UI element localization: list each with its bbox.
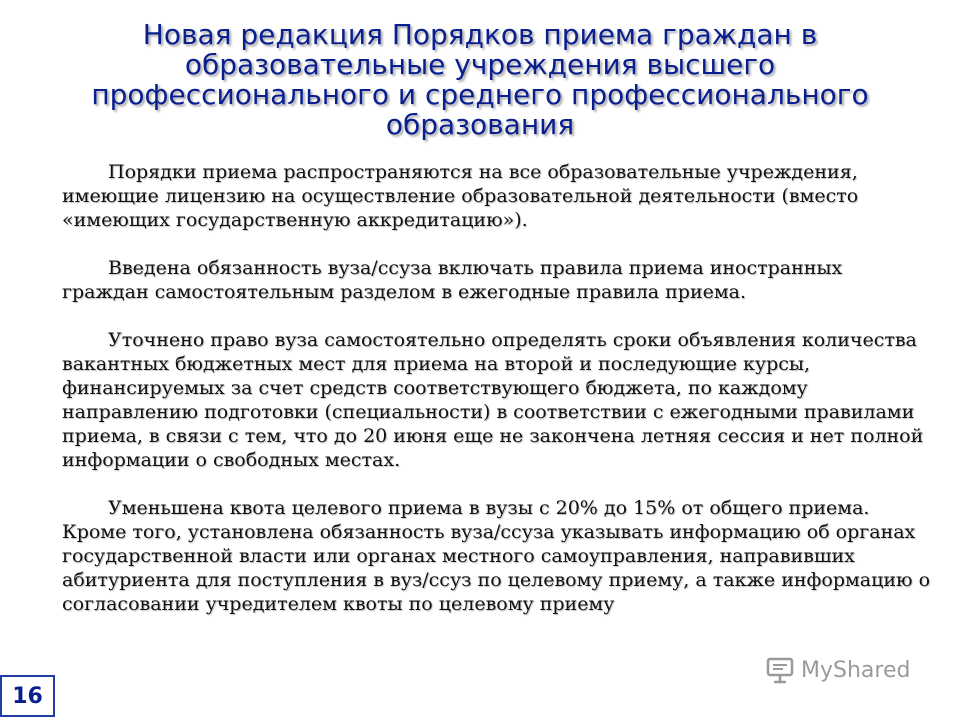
presentation-board-icon bbox=[765, 656, 795, 684]
slide-number-badge: 16 bbox=[0, 675, 55, 717]
watermark-text: MyShared bbox=[801, 657, 911, 683]
paragraph: Уточнено право вуза самостоятельно определять сроки объявления количества вакантных бюджетных мест для приема на второй и последующие курсы, финансируемых за счет средств соответствующего бюджета, по каждому направлению подготовки (специальности) в соответствии с ежегодными правилами приема, в связи с тем, что до 20 июня еще не закончена летняя сессия и нет полной информации о свободных местах. bbox=[62, 329, 924, 471]
watermark bbox=[765, 656, 910, 684]
paragraph: Уменьшена квота целевого приема в вузы с 20% до 15% от общего приема. Кроме того, установлена обязанность вуза/ссуза указывать информацию об органах государственной власти или органах местного самоуправления, направивших абитуриента для поступления в вуз/ссуз по целевому приему, а также информацию о согласовании учредителем квоты по целевому приему bbox=[62, 497, 931, 615]
slide-body bbox=[62, 160, 932, 640]
paragraph: Порядки приема распространяются на все образовательные учреждения, имеющие лицензию на осуществление образовательной деятельности (вместо «имеющих государственную аккредитацию»). bbox=[62, 161, 859, 231]
paragraph: Введена обязанность вуза/ссуза включать правила приема иностранных граждан самостоятельным разделом в ежегодные правила приема. bbox=[62, 257, 843, 303]
slide-title: Новая редакция Порядков приема граждан в образовательные учреждения высшего профессионального и среднего профессионального образования bbox=[91, 18, 869, 141]
